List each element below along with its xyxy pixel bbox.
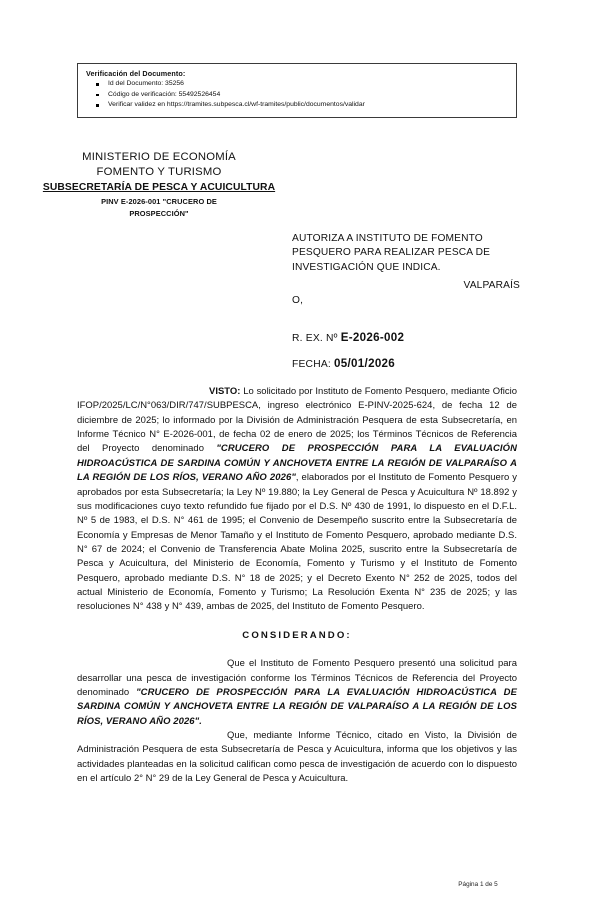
city-label: VALPARAÍS xyxy=(463,280,520,291)
resolution-date-row xyxy=(292,357,395,370)
visto-project-title: "CRUCERO DE PROSPECCIÓN PARA LA EVALUACIÓN HIDROACÚSTICA DE SARDINA COMÚN Y ANCHOVETA ENTRE LA REGIÓN DE VALPARAÍSO A LA REGIÓN DE LOS RÍOS, VERANO AÑO 2026" xyxy=(77,443,517,484)
city-label-wrap: O, xyxy=(292,295,304,306)
resolution-date-value: 05/01/2026 xyxy=(334,357,396,370)
ministry-line-1: MINISTERIO DE ECONOMÍA xyxy=(82,151,236,163)
considerando-heading: CONSIDERANDO: xyxy=(242,629,352,641)
verification-list xyxy=(86,79,510,111)
visto-paragraph xyxy=(77,385,517,615)
page-footer xyxy=(0,881,600,888)
resolution-date-label: FECHA: xyxy=(292,359,331,370)
resolution-number-row xyxy=(292,331,404,344)
subsecretariat-name: SUBSECRETARÍA DE PESCA Y ACUICULTURA xyxy=(42,182,276,194)
page-number: Página 1 de 5 xyxy=(458,881,498,888)
verification-item-url[interactable]: Verificar validez en https://tramites.subpesca.cl/wf-tramites/public/documentos/validar xyxy=(86,100,510,111)
resolution-number-value: E-2026-002 xyxy=(340,331,405,344)
verification-item-code: Código de verificación: 55492526454 xyxy=(86,90,510,101)
verification-item-id: Id del Documento: 35256 xyxy=(86,79,510,90)
verification-title: Verificación del Documento: xyxy=(86,69,186,78)
institution-header xyxy=(24,150,294,219)
project-code-line-1: PINV E-2026-001 "CRUCERO DE xyxy=(101,196,217,206)
considerando-text-2: Que, mediante Informe Técnico, citado en Visto, la División de Administración Pesquera de esta Subsecretaría de Pesca y Acuicultura, informa que los objetivos y las actividades planteadas en la solicitud califican como pesca de investigación de acuerdo con lo dispuesto en el artículo 2° N° 29 de la Ley General de Pesca y Acuicultura. xyxy=(77,730,517,785)
subject-line-2: PESQUERO PARA REALIZAR PESCA DE xyxy=(292,247,491,259)
project-code-line-2: PROSPECCIÓN" xyxy=(129,208,189,218)
considerando-paragraph-1 xyxy=(77,657,517,729)
visto-text-before: Lo solicitado por Instituto de Fomento Pesquero, mediante Oficio IFOP/2025/LC/N°063/DIR/747/SUBPESCA, ingreso electrónico E-PINV-2025-624, de fecha 12 de diciembre de 2025; lo informado por la División de Administración Pesquera de esta Subsecretaría, en Informe Técnico N° E-2026-001, de fecha 02 de enero de 2025; los Términos Técnicos de Referencia del Proyecto denominado xyxy=(77,386,517,455)
document-body xyxy=(77,385,517,787)
resolution-subject-block xyxy=(292,232,520,275)
visto-text-after: , elaborados por el Instituto de Fomento Pesquero y aprobados por esta Subsecretaría; la Ley Nº 19.880; la Ley General de Pesca y Acuicultura Nº 18.892 y sus modificaciones cuyo texto refundido fue fijado por el D.S. Nº 430 de 1991, lo dispuesto en el D.F.L. Nº 5 de 1983, el D.S. N° 461 de 1995; el Convenio de Desempeño suscrito entre la Subsecretaría de Economía y Empresas de Menor Tamaño y el Instituto de Fomento Pesquero, aprobado mediante D.S. N° 67 de 2024; el Convenio de Transferencia Abate Molina 2025, suscrito entre la Subsecretaría de Pesca y Acuicultura, del Ministerio de Economía, Fomento y Turismo y el Instituto de Fomento Pesquero, aprobado mediante D.S. N° 18 de 2025; y el Decreto Exento N° 252 de 2025, todos del actual Ministerio de Economía, Fomento y Turismo; La Resolución Exenta N° 235 de 2025; y las resoluciones N° 438 y N° 439, ambas de 2025, del Instituto de Fomento Pesquero. xyxy=(77,472,517,613)
verification-box xyxy=(77,63,517,118)
considerando-paragraph-2 xyxy=(77,729,517,786)
subject-line-1: AUTORIZA A INSTITUTO DE FOMENTO xyxy=(292,233,483,244)
ministry-line-2: FOMENTO Y TURISMO xyxy=(96,166,222,179)
considerando-text-1: Que el Instituto de Fomento Pesquero presentó una solicitud para desarrollar una pesca de investigación conforme los Términos Técnicos de Referencia del Proyecto denominado xyxy=(77,658,517,699)
subject-line-3: INVESTIGACIÓN QUE INDICA. xyxy=(292,261,441,273)
resolution-number-label: R. EX. Nº xyxy=(292,333,338,344)
considerando-project-title: "CRUCERO DE PROSPECCIÓN PARA LA EVALUACIÓN HIDROACÚSTICA DE SARDINA COMÚN Y ANCHOVETA ENTRE LA REGIÓN DE VALPARAÍSO A LA REGIÓN DE LOS RÍOS, VERANO AÑO 2026". xyxy=(77,687,517,727)
visto-label: VISTO: xyxy=(209,386,241,397)
